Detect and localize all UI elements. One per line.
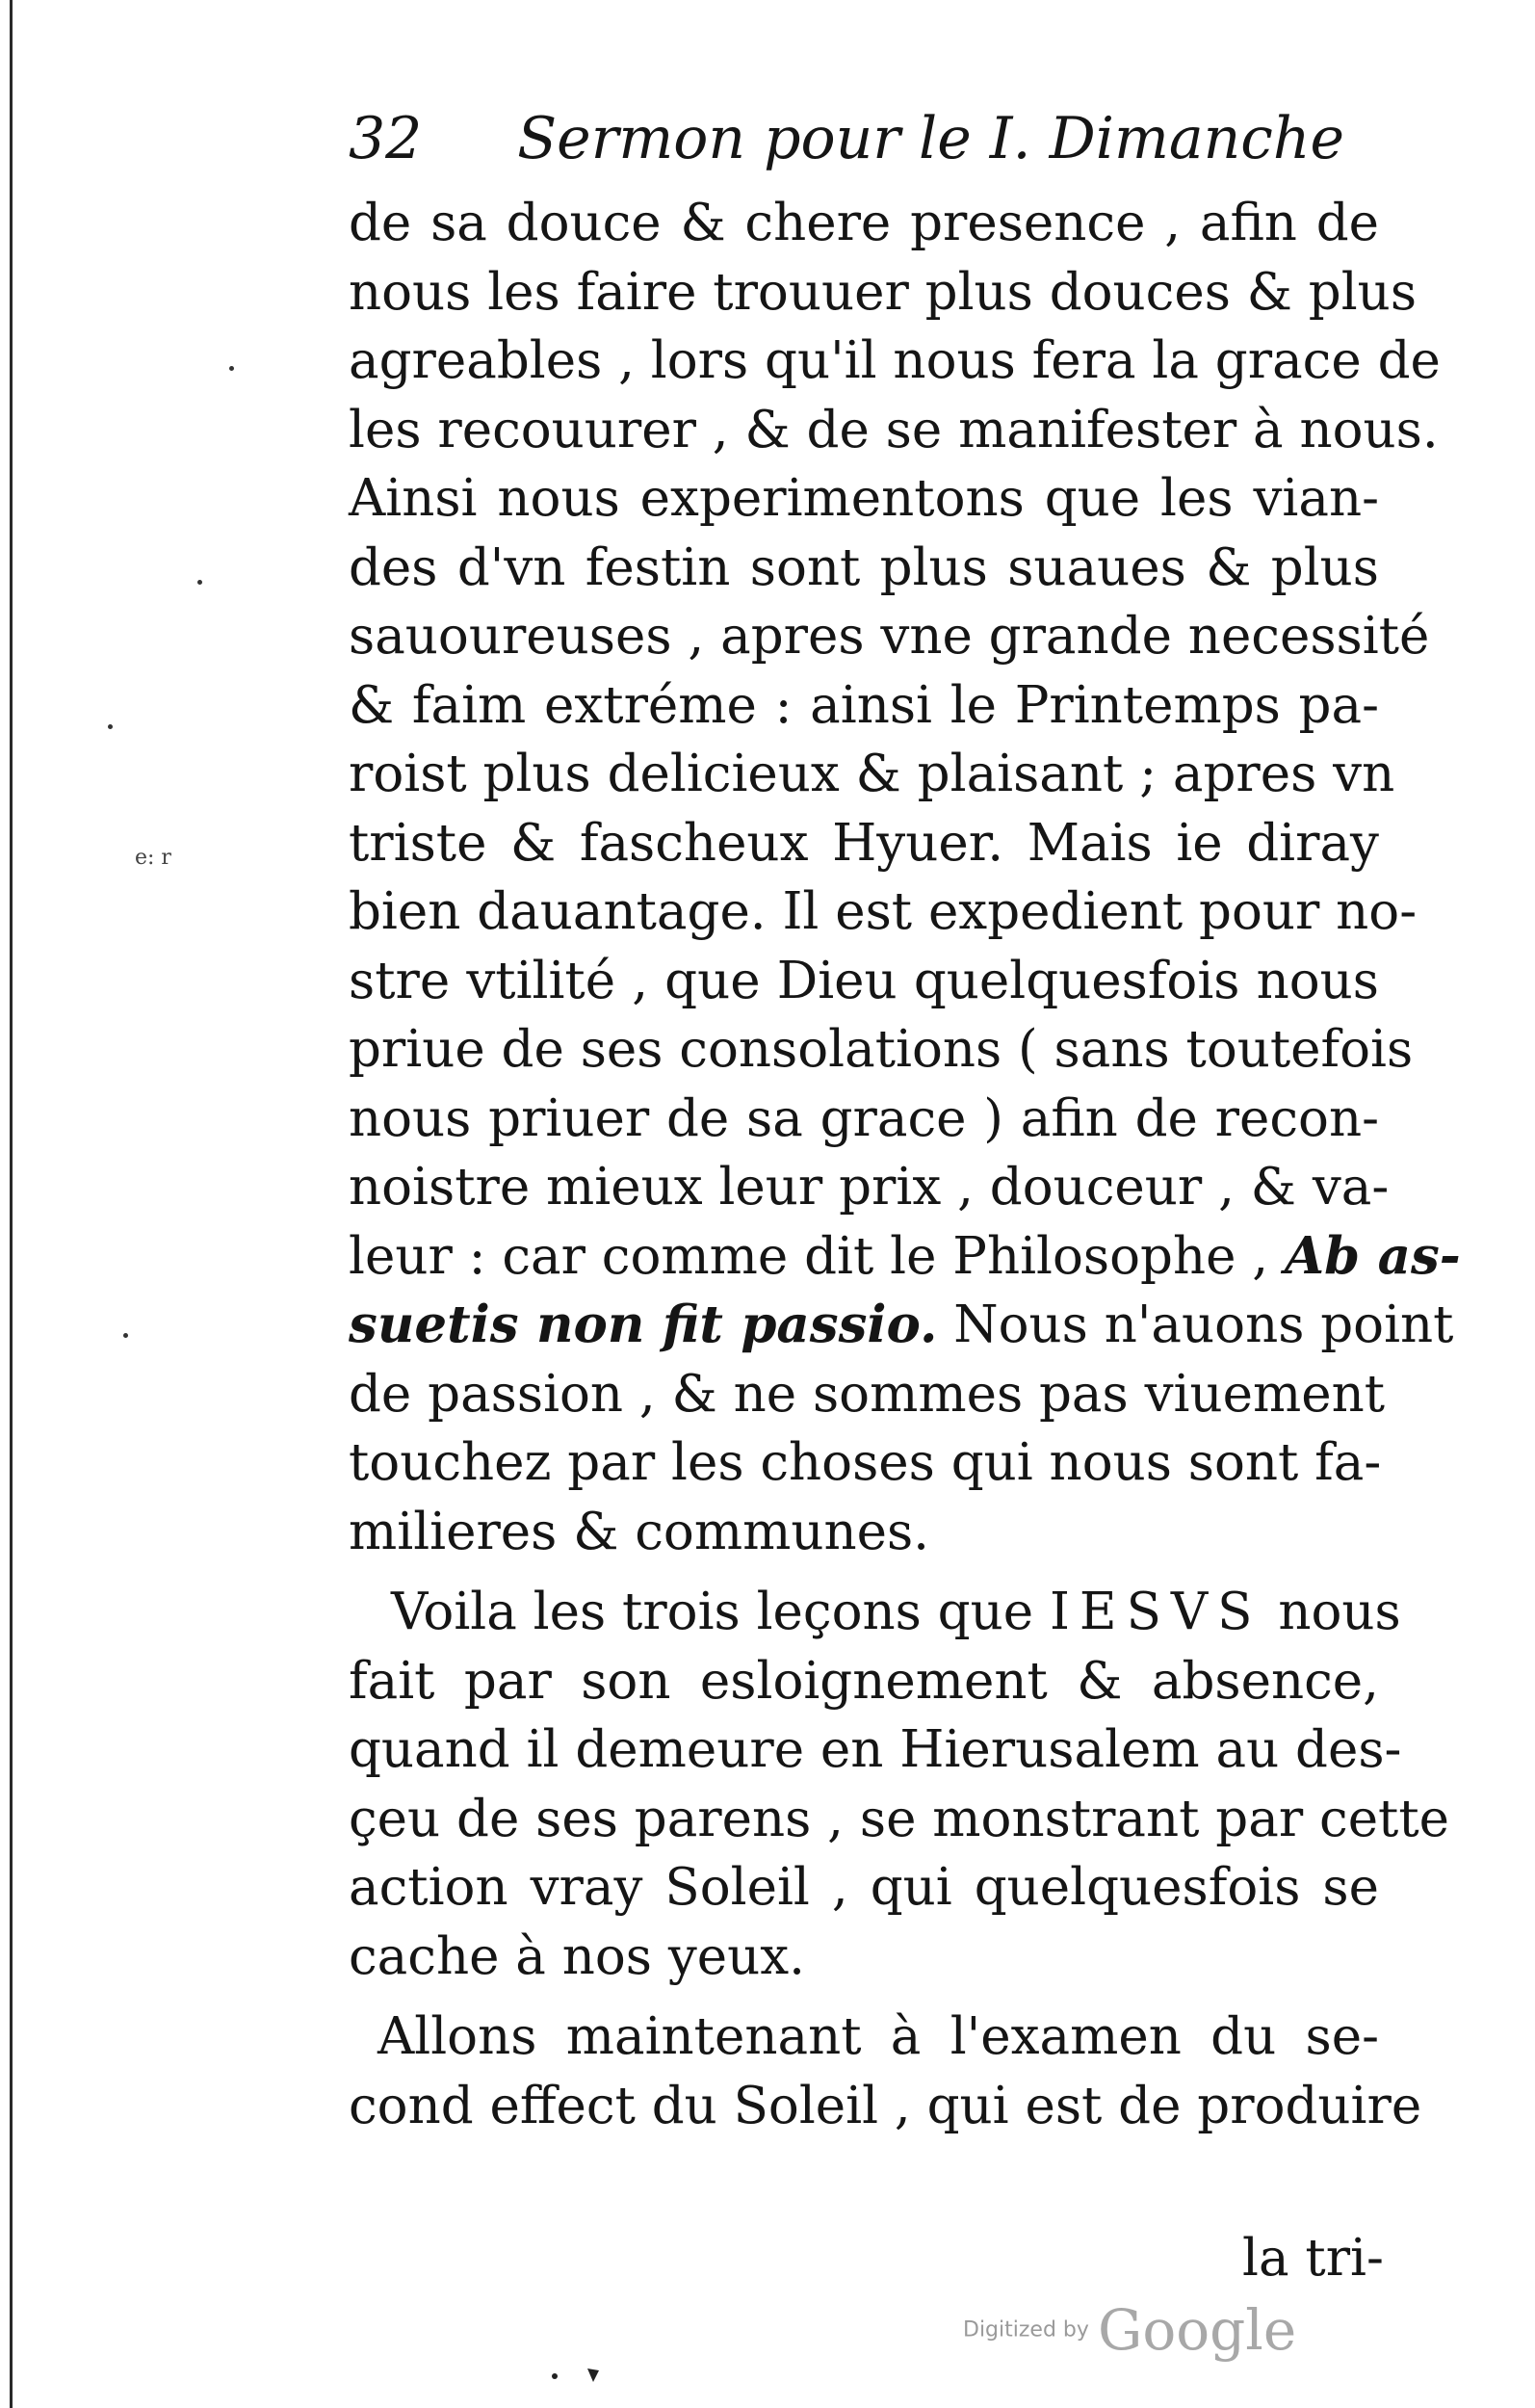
text-line: priue de ses consolations ( sans toutefois — [349, 1020, 1414, 1079]
page-edge-rule — [10, 0, 13, 2408]
text-line: Ainsi nous experimentons que les vian- — [349, 469, 1379, 528]
text-line: des d'vn festin sont plus suaues & plus — [349, 537, 1379, 597]
digitized-label: Digitized by — [963, 2317, 1089, 2343]
text-line: cond effect du Soleil , qui est de produire — [349, 2076, 1422, 2135]
paragraph-start-line — [349, 1578, 1401, 1647]
text-line: milieres & communes. — [349, 1502, 930, 1561]
text-segment: Nous n'auons point — [937, 1296, 1454, 1354]
text-line: agreables , lors qu'il nous fera la grace de — [349, 331, 1441, 390]
text-line: les recouurer , & de se manifester à nous. — [349, 400, 1439, 459]
small-caps-name: IESVS — [1049, 1583, 1262, 1641]
margin-mark: e: r — [135, 846, 171, 870]
text-line: triste & fascheux Hyuer. Mais ie diray — [349, 813, 1379, 873]
text-line: de passion , & ne sommes pas viuement — [349, 1364, 1386, 1424]
text-line: quand il demeure en Hierusalem au des- — [349, 1720, 1402, 1779]
text-line: fait par son esloignement & absence, — [349, 1651, 1379, 1711]
text-line: sauoureuses , apres vne grande necessité — [349, 607, 1430, 666]
text-line: & faim extréme : ainsi le Printemps pa- — [349, 675, 1379, 735]
latin-quote: suetis non fit passio. — [349, 1295, 938, 1354]
text-line: de sa douce & chere presence , afin de — [349, 194, 1379, 252]
text-line: touchez par les choses qui nous sont fa- — [349, 1433, 1382, 1492]
running-title: Sermon pour le I. Dimanche — [517, 105, 1345, 172]
margin-dot — [108, 724, 113, 729]
paragraph-start-line: Allons maintenant à l'examen du se- — [377, 2007, 1379, 2066]
google-logo: Google — [1098, 2297, 1297, 2363]
text-line: nous priuer de sa grace ) afin de recon- — [349, 1088, 1379, 1148]
digitized-watermark — [963, 2297, 1296, 2363]
catchword: la tri- — [1242, 2229, 1384, 2288]
body-text — [349, 189, 1461, 2140]
margin-dot — [123, 1333, 128, 1338]
text-line: cache à nos yeux. — [349, 1926, 806, 1986]
latin-quote: Ab as- — [1285, 1225, 1461, 1286]
page-number: 32 — [349, 105, 423, 172]
text-segment: nous — [1262, 1583, 1401, 1641]
text-line: action vray Soleil , qui quelquesfois se — [349, 1858, 1379, 1917]
text-line: noistre mieux leur prix , douceur , & va- — [349, 1158, 1390, 1217]
text-line: nous les faire trouuer plus douces & plus — [349, 262, 1418, 322]
text-line: bien dauantage. Il est expedient pour no- — [349, 882, 1418, 941]
margin-dot — [197, 580, 202, 585]
text-segment: Voila les trois leçons que — [391, 1583, 1050, 1641]
text-line-with-quote — [349, 1222, 1461, 1292]
text-line: stre vtilité , que Dieu quelquesfois nous — [349, 951, 1379, 1010]
margin-dot — [229, 366, 234, 371]
text-line: çeu de ses parens , se monstrant par cette — [349, 1789, 1450, 1848]
bottom-ink-mark — [549, 2365, 607, 2384]
text-line: roist plus delicieux & plaisant ; apres vn — [349, 745, 1395, 803]
text-segment: leur : car comme dit le Philosophe , — [349, 1226, 1285, 1286]
running-header — [349, 100, 1345, 177]
text-line-with-quote — [349, 1291, 1454, 1360]
